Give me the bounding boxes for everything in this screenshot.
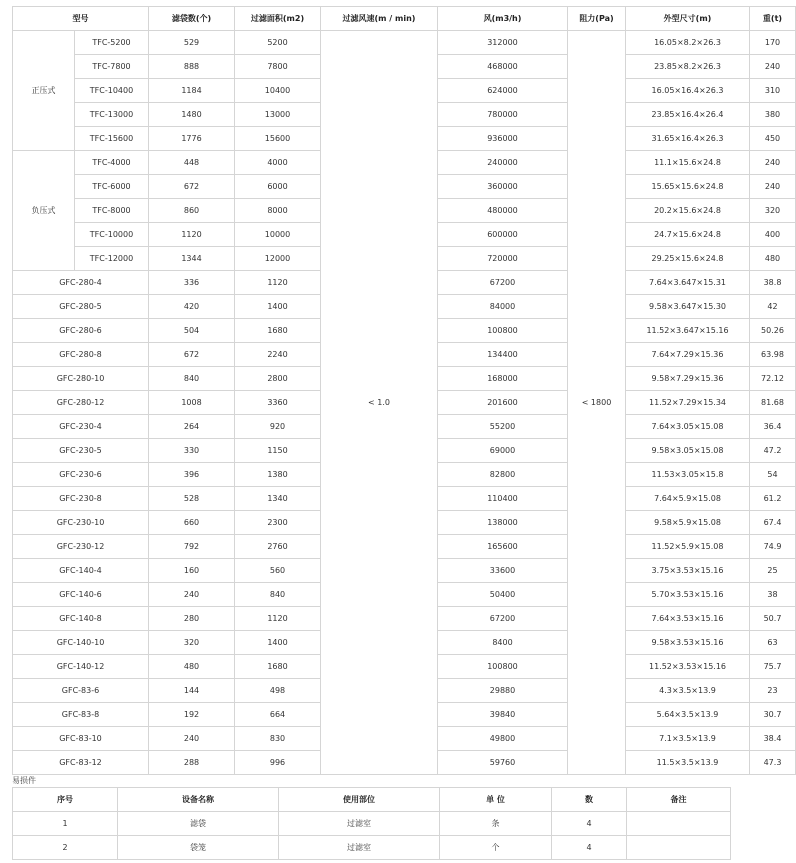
weight-cell: 400 (750, 223, 796, 247)
model-cell: TFC-10000 (75, 223, 149, 247)
air-volume-cell: 50400 (438, 583, 568, 607)
model-cell: GFC-230-12 (13, 535, 149, 559)
filter-area-cell: 996 (235, 751, 321, 775)
bag-count-cell: 240 (149, 727, 235, 751)
model-cell: GFC-140-12 (13, 655, 149, 679)
bag-count-cell: 264 (149, 415, 235, 439)
parts-table (12, 787, 731, 860)
weight-cell: 240 (750, 151, 796, 175)
weight-cell: 72.12 (750, 367, 796, 391)
air-volume-cell: 360000 (438, 175, 568, 199)
filter-area-cell: 3360 (235, 391, 321, 415)
air-volume-cell: 168000 (438, 367, 568, 391)
bag-count-cell: 860 (149, 199, 235, 223)
filter-area-cell: 1150 (235, 439, 321, 463)
model-cell: TFC-15600 (75, 127, 149, 151)
air-volume-cell: 84000 (438, 295, 568, 319)
part-location-cell: 过滤室 (279, 812, 440, 836)
filter-area-cell: 1340 (235, 487, 321, 511)
model-cell: GFC-280-10 (13, 367, 149, 391)
weight-cell: 480 (750, 247, 796, 271)
air-volume-cell: 780000 (438, 103, 568, 127)
weight-cell: 380 (750, 103, 796, 127)
bag-count-cell: 528 (149, 487, 235, 511)
part-name-cell: 袋笼 (118, 836, 279, 860)
model-cell: TFC-13000 (75, 103, 149, 127)
filter-area-cell: 1380 (235, 463, 321, 487)
bag-count-cell: 280 (149, 607, 235, 631)
dimensions-cell: 7.1×3.5×13.9 (626, 727, 750, 751)
header-filter-area: 过滤面积(m2) (235, 7, 321, 31)
air-volume-cell: 468000 (438, 55, 568, 79)
dimensions-cell: 11.52×7.29×15.34 (626, 391, 750, 415)
filter-area-cell: 8000 (235, 199, 321, 223)
filter-area-cell: 2240 (235, 343, 321, 367)
filter-area-cell: 2800 (235, 367, 321, 391)
bag-count-cell: 288 (149, 751, 235, 775)
model-cell: GFC-280-8 (13, 343, 149, 367)
air-volume-cell: 59760 (438, 751, 568, 775)
bag-count-cell: 660 (149, 511, 235, 535)
dimensions-cell: 7.64×3.53×15.16 (626, 607, 750, 631)
dimensions-cell: 9.58×5.9×15.08 (626, 511, 750, 535)
weight-cell: 240 (750, 55, 796, 79)
bag-count-cell: 330 (149, 439, 235, 463)
air-volume-cell: 201600 (438, 391, 568, 415)
air-volume-cell: 100800 (438, 319, 568, 343)
weight-cell: 320 (750, 199, 796, 223)
model-cell: GFC-140-4 (13, 559, 149, 583)
filter-area-cell: 2760 (235, 535, 321, 559)
dimensions-cell: 11.53×3.05×15.8 (626, 463, 750, 487)
dimensions-cell: 24.7×15.6×24.8 (626, 223, 750, 247)
model-cell: GFC-140-6 (13, 583, 149, 607)
filter-area-cell: 10000 (235, 223, 321, 247)
dimensions-cell: 9.58×3.05×15.08 (626, 439, 750, 463)
weight-cell: 240 (750, 175, 796, 199)
bag-count-cell: 840 (149, 367, 235, 391)
dimensions-cell: 5.70×3.53×15.16 (626, 583, 750, 607)
dimensions-cell: 11.52×5.9×15.08 (626, 535, 750, 559)
weight-cell: 75.7 (750, 655, 796, 679)
weight-cell: 38 (750, 583, 796, 607)
filter-area-cell: 7800 (235, 55, 321, 79)
header-model: 型号 (13, 7, 149, 31)
bag-count-cell: 1344 (149, 247, 235, 271)
weight-cell: 50.7 (750, 607, 796, 631)
filter-area-cell: 10400 (235, 79, 321, 103)
table-row (13, 31, 796, 55)
dimensions-cell: 23.85×16.4×26.4 (626, 103, 750, 127)
parts-body (13, 812, 731, 860)
bag-count-cell: 420 (149, 295, 235, 319)
filter-area-cell: 1400 (235, 295, 321, 319)
dimensions-cell: 9.58×3.53×15.16 (626, 631, 750, 655)
spec-header-row (13, 7, 796, 31)
air-volume-cell: 100800 (438, 655, 568, 679)
filter-area-cell: 1120 (235, 271, 321, 295)
filter-area-cell: 498 (235, 679, 321, 703)
bag-count-cell: 192 (149, 703, 235, 727)
filter-area-cell: 920 (235, 415, 321, 439)
filter-area-cell: 12000 (235, 247, 321, 271)
model-cell: GFC-230-5 (13, 439, 149, 463)
air-volume-cell: 138000 (438, 511, 568, 535)
model-cell: GFC-230-8 (13, 487, 149, 511)
part-index-cell: 2 (13, 836, 118, 860)
bag-count-cell: 320 (149, 631, 235, 655)
weight-cell: 38.8 (750, 271, 796, 295)
header-bag-count: 滤袋数(个) (149, 7, 235, 31)
filter-area-cell: 5200 (235, 31, 321, 55)
air-volume-cell: 134400 (438, 343, 568, 367)
weight-cell: 30.7 (750, 703, 796, 727)
model-cell: GFC-230-4 (13, 415, 149, 439)
model-cell: GFC-280-5 (13, 295, 149, 319)
header-filter-speed: 过滤风速(m / min) (321, 7, 438, 31)
weight-cell: 54 (750, 463, 796, 487)
model-cell: GFC-230-6 (13, 463, 149, 487)
weight-cell: 47.2 (750, 439, 796, 463)
weight-cell: 38.4 (750, 727, 796, 751)
dimensions-cell: 4.3×3.5×13.9 (626, 679, 750, 703)
dimensions-cell: 16.05×8.2×26.3 (626, 31, 750, 55)
filter-area-cell: 840 (235, 583, 321, 607)
dimensions-cell: 7.64×3.647×15.31 (626, 271, 750, 295)
air-volume-cell: 67200 (438, 271, 568, 295)
dimensions-cell: 23.85×8.2×26.3 (626, 55, 750, 79)
header-weight: 重(t) (750, 7, 796, 31)
dimensions-cell: 15.65×15.6×24.8 (626, 175, 750, 199)
model-cell: TFC-8000 (75, 199, 149, 223)
bag-count-cell: 240 (149, 583, 235, 607)
air-volume-cell: 165600 (438, 535, 568, 559)
header-air-volume: 风(m3/h) (438, 7, 568, 31)
filter-area-cell: 1680 (235, 655, 321, 679)
parts-header-name: 设备名称 (118, 788, 279, 812)
dimensions-cell: 11.1×15.6×24.8 (626, 151, 750, 175)
bag-count-cell: 888 (149, 55, 235, 79)
dimensions-cell: 20.2×15.6×24.8 (626, 199, 750, 223)
air-volume-cell: 720000 (438, 247, 568, 271)
part-location-cell: 过滤室 (279, 836, 440, 860)
air-volume-cell: 29880 (438, 679, 568, 703)
air-volume-cell: 82800 (438, 463, 568, 487)
part-qty-cell: 4 (552, 812, 627, 836)
air-volume-cell: 624000 (438, 79, 568, 103)
bag-count-cell: 448 (149, 151, 235, 175)
model-cell: GFC-83-6 (13, 679, 149, 703)
bag-count-cell: 144 (149, 679, 235, 703)
weight-cell: 47.3 (750, 751, 796, 775)
parts-header-row (13, 788, 731, 812)
dimensions-cell: 11.52×3.647×15.16 (626, 319, 750, 343)
bag-count-cell: 504 (149, 319, 235, 343)
part-name-cell: 滤袋 (118, 812, 279, 836)
header-resistance: 阻力(Pa) (568, 7, 626, 31)
filter-area-cell: 1120 (235, 607, 321, 631)
model-cell: GFC-280-4 (13, 271, 149, 295)
parts-header-note: 备注 (627, 788, 731, 812)
air-volume-cell: 480000 (438, 199, 568, 223)
parts-caption: 易损件 (12, 776, 36, 785)
air-volume-cell: 49800 (438, 727, 568, 751)
weight-cell: 42 (750, 295, 796, 319)
filter-area-cell: 13000 (235, 103, 321, 127)
table-row (13, 836, 731, 860)
part-unit-cell: 个 (440, 836, 552, 860)
dimensions-cell: 11.5×3.5×13.9 (626, 751, 750, 775)
weight-cell: 25 (750, 559, 796, 583)
bag-count-cell: 672 (149, 175, 235, 199)
header-dimensions: 外型尺寸(m) (626, 7, 750, 31)
spec-table (12, 6, 796, 775)
parts-header-qty: 数 (552, 788, 627, 812)
bag-count-cell: 1120 (149, 223, 235, 247)
weight-cell: 61.2 (750, 487, 796, 511)
weight-cell: 310 (750, 79, 796, 103)
weight-cell: 450 (750, 127, 796, 151)
filter-area-cell: 15600 (235, 127, 321, 151)
weight-cell: 81.68 (750, 391, 796, 415)
weight-cell: 50.26 (750, 319, 796, 343)
filter-area-cell: 2300 (235, 511, 321, 535)
part-note-cell (627, 812, 731, 836)
weight-cell: 63.98 (750, 343, 796, 367)
air-volume-cell: 936000 (438, 127, 568, 151)
dimensions-cell: 3.75×3.53×15.16 (626, 559, 750, 583)
bag-count-cell: 336 (149, 271, 235, 295)
parts-header-index: 序号 (13, 788, 118, 812)
model-cell: GFC-230-10 (13, 511, 149, 535)
air-volume-cell: 67200 (438, 607, 568, 631)
model-cell: GFC-83-10 (13, 727, 149, 751)
bag-count-cell: 672 (149, 343, 235, 367)
air-volume-cell: 240000 (438, 151, 568, 175)
weight-cell: 63 (750, 631, 796, 655)
group-label-cell: 负压式 (13, 151, 75, 271)
bag-count-cell: 396 (149, 463, 235, 487)
model-cell: TFC-7800 (75, 55, 149, 79)
dimensions-cell: 29.25×15.6×24.8 (626, 247, 750, 271)
parts-header-unit: 单 位 (440, 788, 552, 812)
filter-area-cell: 664 (235, 703, 321, 727)
part-qty-cell: 4 (552, 836, 627, 860)
part-index-cell: 1 (13, 812, 118, 836)
model-cell: TFC-4000 (75, 151, 149, 175)
bag-count-cell: 160 (149, 559, 235, 583)
parts-header-location: 使用部位 (279, 788, 440, 812)
filter-area-cell: 830 (235, 727, 321, 751)
air-volume-cell: 600000 (438, 223, 568, 247)
table-row (13, 812, 731, 836)
model-cell: GFC-83-8 (13, 703, 149, 727)
dimensions-cell: 7.64×3.05×15.08 (626, 415, 750, 439)
air-volume-cell: 8400 (438, 631, 568, 655)
bag-count-cell: 1184 (149, 79, 235, 103)
part-unit-cell: 条 (440, 812, 552, 836)
spec-body (13, 31, 796, 775)
filter-area-cell: 560 (235, 559, 321, 583)
resistance-cell: < 1800 (568, 31, 626, 775)
air-volume-cell: 39840 (438, 703, 568, 727)
dimensions-cell: 9.58×7.29×15.36 (626, 367, 750, 391)
model-cell: TFC-10400 (75, 79, 149, 103)
bag-count-cell: 792 (149, 535, 235, 559)
model-cell: TFC-12000 (75, 247, 149, 271)
model-cell: TFC-6000 (75, 175, 149, 199)
dimensions-cell: 16.05×16.4×26.3 (626, 79, 750, 103)
dimensions-cell: 7.64×7.29×15.36 (626, 343, 750, 367)
model-cell: TFC-5200 (75, 31, 149, 55)
weight-cell: 23 (750, 679, 796, 703)
bag-count-cell: 480 (149, 655, 235, 679)
model-cell: GFC-280-6 (13, 319, 149, 343)
weight-cell: 36.4 (750, 415, 796, 439)
filter-speed-cell: < 1.0 (321, 31, 438, 775)
weight-cell: 67.4 (750, 511, 796, 535)
dimensions-cell: 9.58×3.647×15.30 (626, 295, 750, 319)
air-volume-cell: 55200 (438, 415, 568, 439)
weight-cell: 74.9 (750, 535, 796, 559)
model-cell: GFC-140-8 (13, 607, 149, 631)
bag-count-cell: 529 (149, 31, 235, 55)
air-volume-cell: 110400 (438, 487, 568, 511)
filter-area-cell: 1680 (235, 319, 321, 343)
weight-cell: 170 (750, 31, 796, 55)
air-volume-cell: 312000 (438, 31, 568, 55)
bag-count-cell: 1008 (149, 391, 235, 415)
model-cell: GFC-83-12 (13, 751, 149, 775)
model-cell: GFC-280-12 (13, 391, 149, 415)
dimensions-cell: 7.64×5.9×15.08 (626, 487, 750, 511)
part-note-cell (627, 836, 731, 860)
air-volume-cell: 33600 (438, 559, 568, 583)
air-volume-cell: 69000 (438, 439, 568, 463)
filter-area-cell: 6000 (235, 175, 321, 199)
model-cell: GFC-140-10 (13, 631, 149, 655)
dimensions-cell: 5.64×3.5×13.9 (626, 703, 750, 727)
bag-count-cell: 1480 (149, 103, 235, 127)
bag-count-cell: 1776 (149, 127, 235, 151)
dimensions-cell: 11.52×3.53×15.16 (626, 655, 750, 679)
group-label-cell: 正压式 (13, 31, 75, 151)
filter-area-cell: 4000 (235, 151, 321, 175)
filter-area-cell: 1400 (235, 631, 321, 655)
dimensions-cell: 31.65×16.4×26.3 (626, 127, 750, 151)
